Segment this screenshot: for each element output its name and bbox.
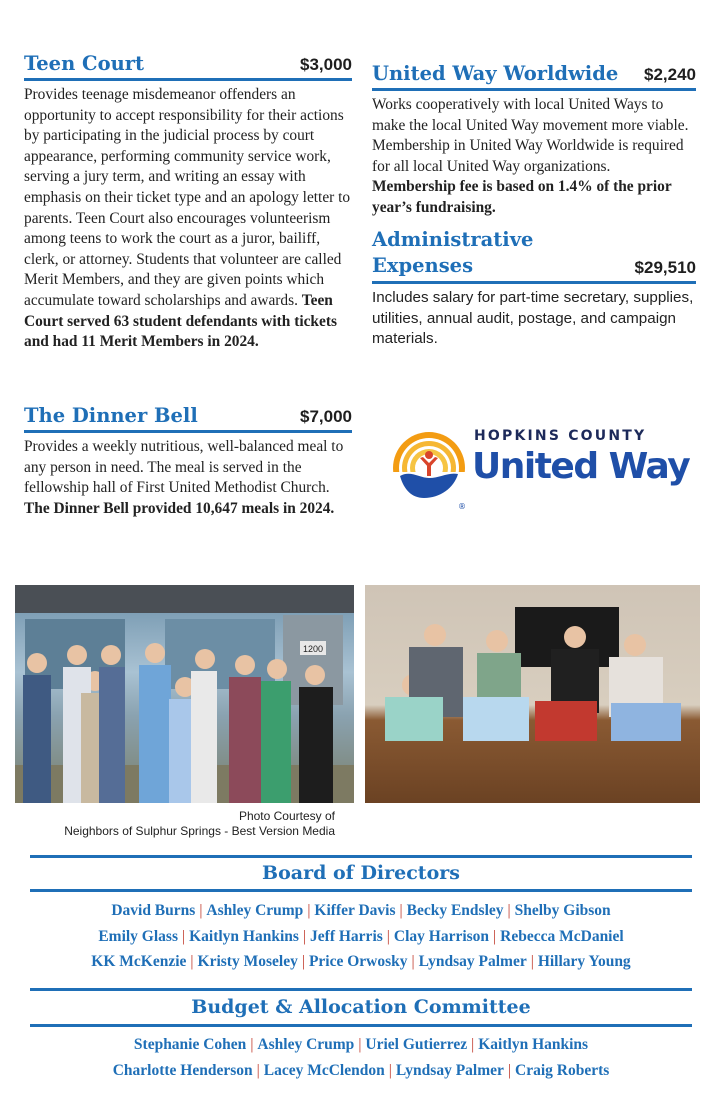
united-way-logo xyxy=(390,424,690,514)
budget-member-list xyxy=(30,1032,692,1083)
group-photo-boardroom xyxy=(365,585,700,803)
separator: | xyxy=(388,1061,392,1079)
board-member: KK McKenzie xyxy=(91,953,187,970)
board-member: Jeff Harris xyxy=(310,927,383,945)
board-member: Kiffer Davis xyxy=(314,902,396,919)
teen-court-amount: $3,000 xyxy=(300,55,352,74)
admin-amount: $29,510 xyxy=(634,258,696,277)
dinner-bell-body: Provides a weekly nutritious, well-balanced meal to any person in need. The meal is served in the fellowship hall of First United Methodist Church. xyxy=(24,438,344,497)
board-member: David Burns xyxy=(111,902,196,919)
sun-hand-icon xyxy=(390,428,468,508)
separator: | xyxy=(411,953,415,970)
budget-bottom-rule xyxy=(30,1024,692,1027)
board-member: Becky Endsley xyxy=(406,902,504,919)
budget-member: Kaitlyn Hankins xyxy=(478,1036,589,1053)
admin-title xyxy=(372,227,533,279)
board-member-list xyxy=(30,898,692,975)
board-title: Board of Directors xyxy=(262,862,460,884)
budget-member: Lyndsay Palmer xyxy=(395,1061,504,1079)
teen-court-title: Teen Court xyxy=(24,52,145,75)
board-member: Hillary Young xyxy=(537,953,631,970)
budget-top-rule xyxy=(30,988,692,991)
logo-name: United Way xyxy=(472,446,690,487)
teen-court-body: Provides teenage misdemeanor offenders an opportunity to accept responsibility for their actions by participating in the judicial process by court appearance, performing community service work, serving a jury term, and writing an essay with emphasis on their ticket type and an apology letter to parents. Teen Court also encourages volunteerism among teens to work the court as a juror, bailiff, clerk, or attorney. Students that volunteer are called Merit Members, and they are given points which accumulate toward scholarships and awards. xyxy=(24,86,351,309)
board-member: Rebecca McDaniel xyxy=(500,927,624,945)
dinner-bell-highlight: The Dinner Bell provided 10,647 meals in 2024. xyxy=(24,499,335,517)
budget-member: Stephanie Cohen xyxy=(133,1036,247,1053)
teen-court-section xyxy=(24,52,352,353)
logo-registered-mark: ® xyxy=(458,502,466,511)
dinner-bell-description xyxy=(24,437,352,519)
separator: | xyxy=(493,927,497,945)
budget-member: Craig Roberts xyxy=(515,1061,610,1079)
separator: | xyxy=(199,902,203,919)
dinner-bell-amount: $7,000 xyxy=(300,407,352,426)
admin-title-line2: Expenses xyxy=(372,254,474,277)
board-top-rule xyxy=(30,855,692,858)
teen-court-highlight: Teen Court served 63 student defendants with tickets and had 11 Merit Members in 2024. xyxy=(24,291,337,351)
uww-title: United Way Worldwide xyxy=(372,62,619,85)
dinner-bell-section xyxy=(24,404,352,519)
photo-caption xyxy=(40,809,335,839)
separator: | xyxy=(471,1036,475,1053)
separator: | xyxy=(302,927,307,945)
board-row xyxy=(30,898,692,924)
logo-county: HOPKINS COUNTY xyxy=(474,428,647,444)
budget-member: Uriel Gutierrez xyxy=(365,1036,468,1053)
separator: | xyxy=(386,927,390,945)
admin-header xyxy=(372,227,696,284)
separator: | xyxy=(507,902,511,919)
united-way-worldwide-section xyxy=(372,62,696,219)
dinner-bell-header xyxy=(24,404,352,433)
group-photo-outdoor-illustration xyxy=(15,585,354,803)
dinner-bell-title: The Dinner Bell xyxy=(24,404,198,427)
separator: | xyxy=(256,1061,260,1079)
budget-member: Lacey McClendon xyxy=(263,1061,385,1079)
budget-member: Charlotte Henderson xyxy=(112,1061,253,1079)
teen-court-description xyxy=(24,85,352,353)
board-member: Kristy Moseley xyxy=(197,953,298,970)
board-member: Clay Harrison xyxy=(393,927,490,945)
uww-description xyxy=(372,95,696,219)
separator: | xyxy=(181,927,186,945)
budget-title: Budget & Allocation Committee xyxy=(191,996,531,1018)
group-photo-boardroom-illustration xyxy=(365,585,700,803)
separator: | xyxy=(507,1061,512,1079)
board-member: Emily Glass xyxy=(98,927,178,945)
board-member: Price Orwosky xyxy=(308,953,408,970)
board-bottom-rule xyxy=(30,889,692,892)
budget-row xyxy=(30,1032,692,1058)
caption-line1: Photo Courtesy of xyxy=(238,809,335,823)
separator: | xyxy=(190,953,194,970)
uww-highlight: Membership fee is based on 1.4% of the prior year’s fundraising. xyxy=(372,178,672,216)
uww-header xyxy=(372,62,696,91)
teen-court-header xyxy=(24,52,352,81)
board-row xyxy=(30,949,692,975)
separator: | xyxy=(530,953,534,970)
board-member: Lyndsay Palmer xyxy=(418,953,527,970)
separator: | xyxy=(250,1036,254,1053)
board-member: Ashley Crump xyxy=(206,902,304,919)
separator: | xyxy=(358,1036,362,1053)
board-member: Shelby Gibson xyxy=(514,902,611,919)
group-photo-outdoor xyxy=(15,585,354,803)
board-member: Kaitlyn Hankins xyxy=(189,927,299,945)
uww-amount: $2,240 xyxy=(644,65,696,84)
uww-body: Works cooperatively with local United Ways to make the local United Way movement more viable. Membership in United Way Worldwide is required for all local United Way organizations. xyxy=(372,96,689,175)
budget-member: Ashley Crump xyxy=(257,1036,355,1053)
admin-description: Includes salary for part-time secretary, supplies, utilities, annual audit, postage, and campaign materials. xyxy=(372,289,694,347)
budget-row xyxy=(30,1058,692,1084)
separator: | xyxy=(307,902,311,919)
separator: | xyxy=(399,902,403,919)
caption-line2: Neighbors of Sulphur Springs - Best Version Media xyxy=(64,824,335,838)
administrative-expenses-section xyxy=(372,227,696,350)
admin-title-line1: Administrative xyxy=(372,228,534,251)
building-number-sign: 1200 xyxy=(302,644,324,654)
separator: | xyxy=(301,953,305,970)
board-row xyxy=(30,924,692,950)
